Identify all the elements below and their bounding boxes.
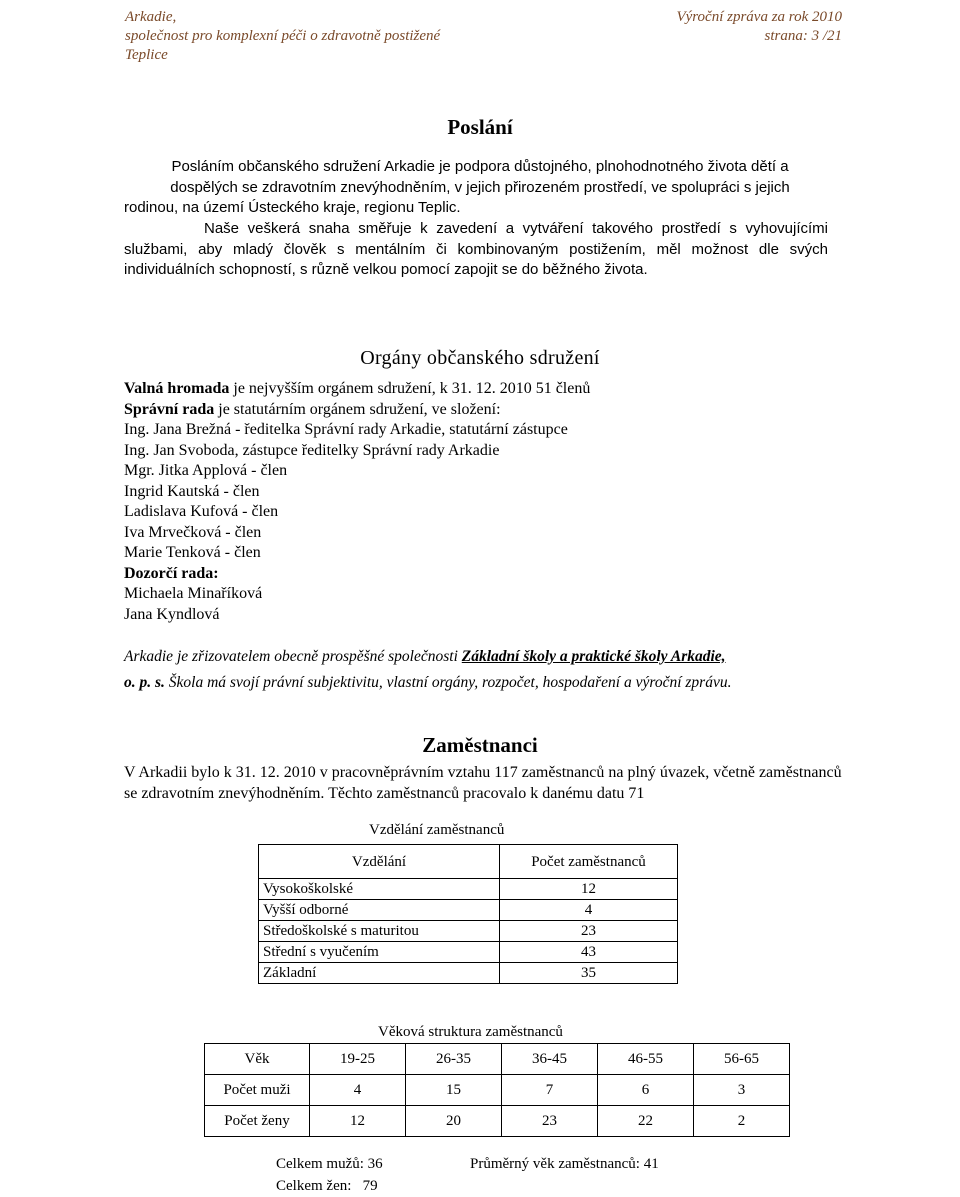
- org-description: společnost pro komplexní péči o zdravotně postižené: [125, 28, 441, 44]
- age-cell: 23: [502, 1106, 598, 1137]
- school-suffix: o. p. s.: [124, 674, 165, 691]
- org-city: Teplice: [125, 47, 168, 63]
- age-header-cell: 19-25: [310, 1044, 406, 1075]
- board-member: Iva Mrvečková - člen: [124, 523, 262, 541]
- supervisory-member: Jana Kyndlová: [124, 605, 220, 623]
- board-member: Ing. Jan Svoboda, zástupce ředitelky Správní rady Arkadie: [124, 441, 500, 459]
- mission-paragraph-2: Naše veškerá snaha směřuje k zavedení a vytváření takového prostředí s vyhovujícími službami, aby mladý člověk s mentálním či kombinovaným postižením, měl možnost dle svých individuálních schopností, s různě velkou pomocí zapojit se do běžného života.: [124, 220, 828, 278]
- employees-text: V Arkadii bylo k 31. 12. 2010 v pracovněprávním vztahu 117 zaměstnanců na plný úvazek, včetně zaměstnanců se zdravotním znevýhodněním. Těchto zaměstnanců pracovalo k danému datu 71: [124, 764, 842, 802]
- age-cell: 22: [598, 1106, 694, 1137]
- education-count: 35: [500, 963, 678, 984]
- mission-line: rodinou, na území Ústeckého kraje, regionu Teplic.: [124, 199, 461, 216]
- age-row-label: Počet ženy: [205, 1106, 310, 1137]
- education-level: Středoškolské s maturitou: [259, 921, 500, 942]
- report-title: Výroční zpráva za rok 2010: [676, 9, 842, 25]
- age-cell: 15: [406, 1075, 502, 1106]
- header-right: [676, 8, 842, 46]
- supervisory-member: Michaela Minaříková: [124, 585, 263, 602]
- board-member: Marie Tenková - člen: [124, 544, 261, 561]
- page-number: strana: 3 /21: [764, 28, 842, 44]
- age-cell: 7: [502, 1075, 598, 1106]
- board-member: Mgr. Jitka Applová - člen: [124, 462, 288, 479]
- age-table-caption: Věková struktura zaměstnanců: [378, 1024, 563, 1040]
- org-name: Arkadie,: [125, 9, 177, 25]
- education-level: Základní: [259, 963, 500, 984]
- age-header-cell: 46-55: [598, 1044, 694, 1075]
- age-cell: 2: [694, 1106, 790, 1137]
- school-name: Základní školy a praktické školy Arkadie,: [461, 648, 726, 665]
- education-level: Vyšší odborné: [259, 900, 500, 921]
- founder-text: Arkadie je zřizovatelem obecně prospěšné společnosti: [124, 648, 462, 665]
- board-member: Ingrid Kautská - člen: [124, 482, 260, 500]
- age-cell: 20: [406, 1106, 502, 1137]
- board-line: [124, 400, 590, 421]
- mission-line: dospělých se zdravotním znevýhodněním, v jejich přirozeném prostředí, ve spolupráci s jejich: [170, 178, 790, 196]
- education-level: Střední s vyučením: [259, 942, 500, 963]
- age-cell: 6: [598, 1075, 694, 1106]
- general-assembly-text: je nejvyšším orgánem sdružení, k 31. 12. 2010 51 členů: [229, 380, 591, 397]
- gender-totals: [276, 1153, 383, 1197]
- education-count: 4: [500, 900, 678, 921]
- founder-text-after: Škola má svojí právní subjektivitu, vlastní orgány, rozpočet, hospodaření a výroční zprávu.: [164, 674, 732, 691]
- age-row-label: Počet muži: [205, 1075, 310, 1106]
- header-left: [125, 8, 440, 65]
- age-cell: 12: [310, 1106, 406, 1137]
- board-member: Ladislava Kufová - člen: [124, 503, 279, 520]
- education-header-cell: Vzdělání: [259, 845, 500, 879]
- age-cell: 4: [310, 1075, 406, 1106]
- education-count: 23: [500, 921, 678, 942]
- age-header-cell: 26-35: [406, 1044, 502, 1075]
- board-label: Správní rada: [124, 400, 215, 418]
- mission-title: Poslání: [447, 115, 513, 139]
- organs-list: [124, 379, 590, 625]
- education-table: [258, 844, 678, 984]
- organs-title: Orgány občanského sdružení: [360, 347, 600, 369]
- mission-line: Posláním občanského sdružení Arkadie je podpora důstojného, plnohodnotného života dětí a: [171, 158, 789, 175]
- average-age: Průměrný věk zaměstnanců: 41: [470, 1156, 659, 1172]
- age-header-cell: Věk: [205, 1044, 310, 1075]
- total-men: Celkem mužů: 36: [276, 1156, 383, 1172]
- age-header-cell: 56-65: [694, 1044, 790, 1075]
- founder-paragraph: [124, 644, 844, 696]
- board-member: Ing. Jana Brežná - ředitelka Správní rady Arkadie, statutární zástupce: [124, 421, 568, 438]
- age-header-cell: 36-45: [502, 1044, 598, 1075]
- education-level: Vysokoškolské: [259, 879, 500, 900]
- board-text: je statutárním orgánem sdružení, ve složení:: [214, 400, 501, 418]
- supervisory-label: Dozorčí rada:: [124, 564, 219, 582]
- total-women: Celkem žen: 79: [276, 1178, 378, 1194]
- education-count: 12: [500, 879, 678, 900]
- general-assembly-label: Valná hromada: [124, 380, 230, 397]
- employees-title: Zaměstnanci: [422, 733, 538, 757]
- education-table-caption: Vzdělání zaměstnanců: [369, 822, 505, 838]
- age-table: [204, 1043, 790, 1137]
- age-cell: 3: [694, 1075, 790, 1106]
- education-header-cell: Počet zaměstnanců: [500, 845, 678, 879]
- general-assembly-line: [124, 379, 590, 400]
- mission-paragraph-1: [120, 157, 840, 219]
- education-count: 43: [500, 942, 678, 963]
